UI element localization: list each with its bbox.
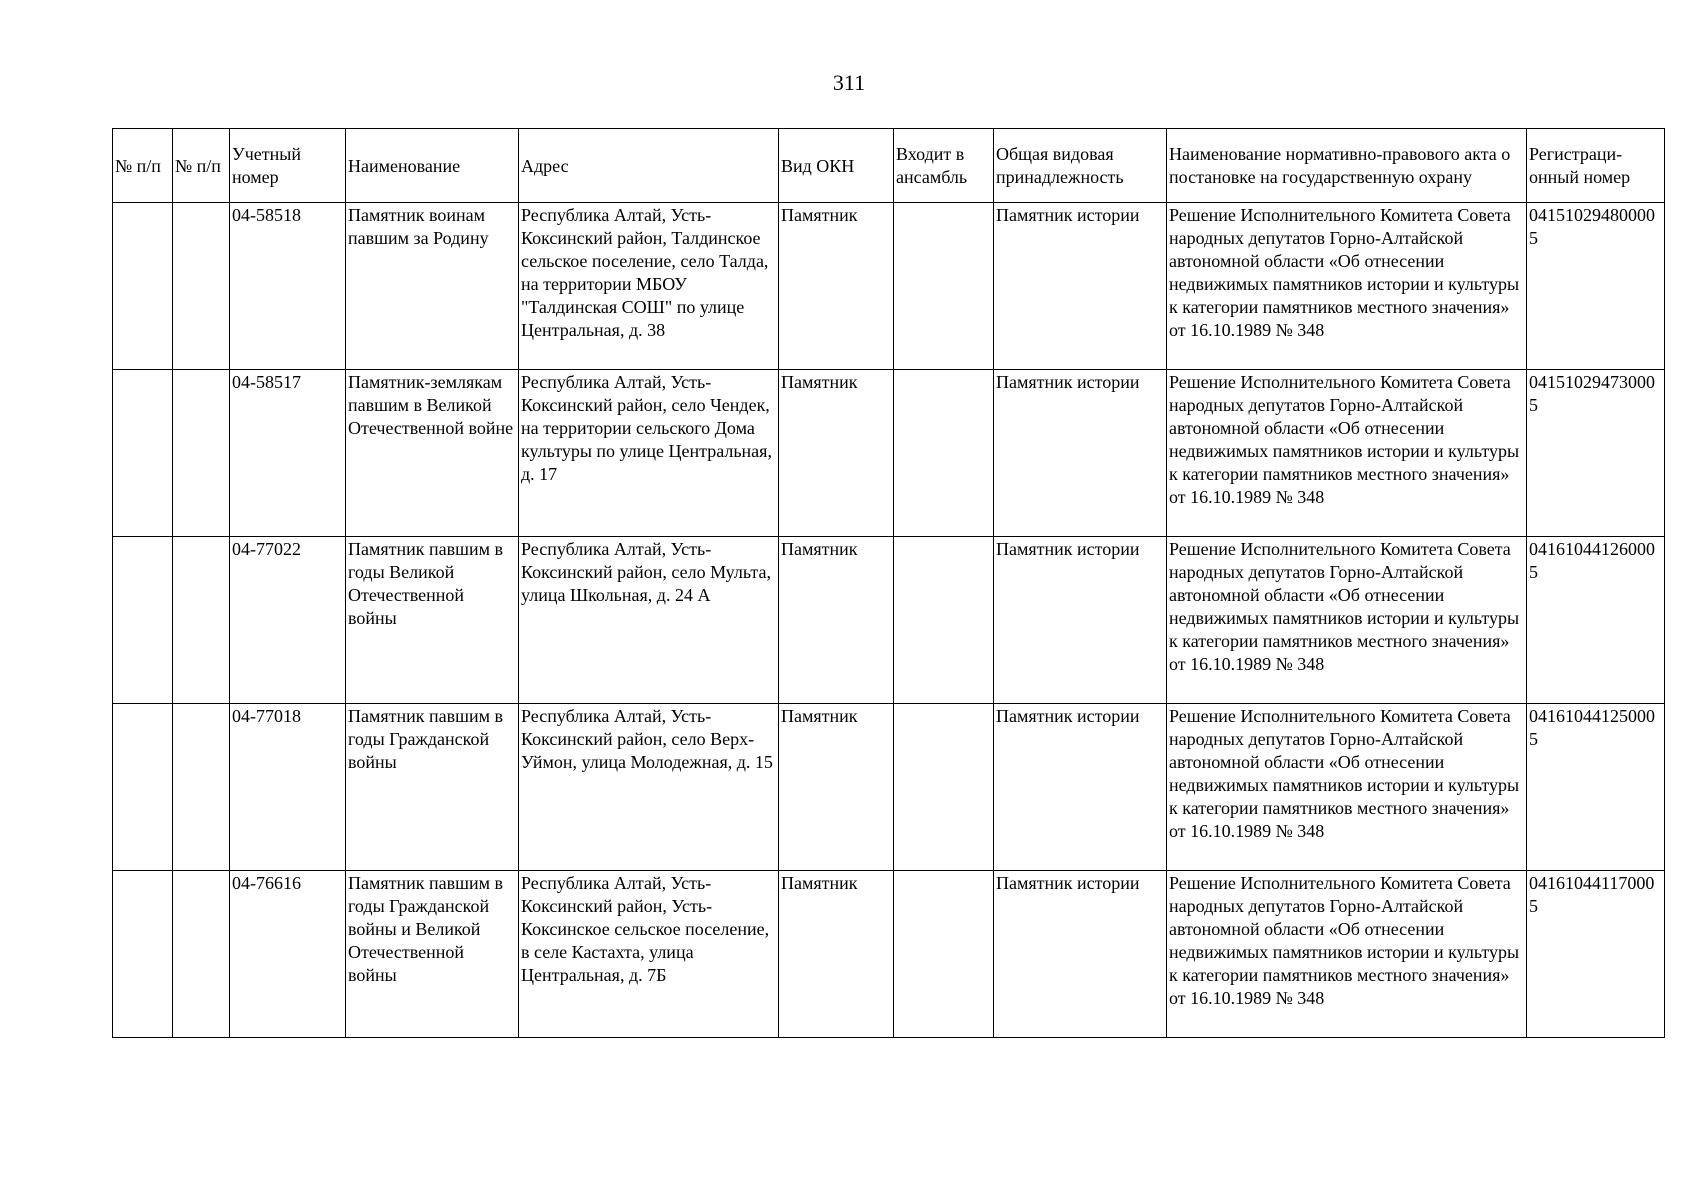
cell-num-1 bbox=[113, 537, 173, 704]
cell-act: Решение Исполнительного Комитета Совета народных депутатов Горно-Алтайской автономной области «Об отнесении недвижимых памятников истории и культуры к категории памятников местного значения» от 16.10.1989 № 348 bbox=[1167, 871, 1527, 1038]
cell-num-1 bbox=[113, 203, 173, 370]
cell-act: Решение Исполнительного Комитета Совета народных депутатов Горно-Алтайской автономной области «Об отнесении недвижимых памятников истории и культуры к категории памятников местного значения» от 16.10.1989 № 348 bbox=[1167, 203, 1527, 370]
cell-name: Памятник павшим в годы Гражданской войны и Великой Отечественной войны bbox=[346, 871, 519, 1038]
cell-act: Решение Исполнительного Комитета Совета народных депутатов Горно-Алтайской автономной области «Об отнесении недвижимых памятников истории и культуры к категории памятников местного значения» от 16.10.1989 № 348 bbox=[1167, 370, 1527, 537]
header-num-2: № п/п bbox=[173, 129, 230, 203]
cell-reg-number: 041610441170005 bbox=[1527, 871, 1665, 1038]
cell-name: Памятник-землякам павшим в Великой Отечественной войне bbox=[346, 370, 519, 537]
cell-num-2 bbox=[173, 370, 230, 537]
cell-category: Памятник истории bbox=[994, 704, 1167, 871]
cell-num-1 bbox=[113, 370, 173, 537]
cell-num-1 bbox=[113, 871, 173, 1038]
cell-account-number: 04-77018 bbox=[230, 704, 346, 871]
cell-category: Памятник истории bbox=[994, 370, 1167, 537]
cell-reg-number: 041610441250005 bbox=[1527, 704, 1665, 871]
cell-reg-number: 041510294800005 bbox=[1527, 203, 1665, 370]
cell-address: Республика Алтай, Усть-Коксинский район, Усть-Коксинское сельское поселение, в селе Кастахта, улица Центральная, д. 7Б bbox=[519, 871, 779, 1038]
cell-category: Памятник истории bbox=[994, 537, 1167, 704]
cell-name: Памятник воинам павшим за Родину bbox=[346, 203, 519, 370]
table-row bbox=[113, 871, 1665, 1038]
cell-num-2 bbox=[173, 704, 230, 871]
cell-address: Республика Алтай, Усть-Коксинский район, село Верх-Уймон, улица Молодежная, д. 15 bbox=[519, 704, 779, 871]
cell-account-number: 04-58517 bbox=[230, 370, 346, 537]
cell-ensemble bbox=[894, 203, 994, 370]
heritage-registry-table bbox=[112, 128, 1665, 1038]
cell-num-2 bbox=[173, 871, 230, 1038]
cell-reg-number: 041610441260005 bbox=[1527, 537, 1665, 704]
header-reg-number: Регистраци-онный номер bbox=[1527, 129, 1665, 203]
cell-act: Решение Исполнительного Комитета Совета народных депутатов Горно-Алтайской автономной области «Об отнесении недвижимых памятников истории и культуры к категории памятников местного значения» от 16.10.1989 № 348 bbox=[1167, 704, 1527, 871]
cell-num-1 bbox=[113, 704, 173, 871]
header-okn-type: Вид ОКН bbox=[779, 129, 894, 203]
cell-num-2 bbox=[173, 203, 230, 370]
cell-num-2 bbox=[173, 537, 230, 704]
header-category: Общая видовая принадлежность bbox=[994, 129, 1167, 203]
cell-category: Памятник истории bbox=[994, 203, 1167, 370]
table-header-row bbox=[113, 129, 1665, 203]
cell-reg-number: 041510294730005 bbox=[1527, 370, 1665, 537]
cell-address: Республика Алтай, Усть-Коксинский район, село Мульта, улица Школьная, д. 24 А bbox=[519, 537, 779, 704]
cell-account-number: 04-58518 bbox=[230, 203, 346, 370]
cell-act: Решение Исполнительного Комитета Совета народных депутатов Горно-Алтайской автономной области «Об отнесении недвижимых памятников истории и культуры к категории памятников местного значения» от 16.10.1989 № 348 bbox=[1167, 537, 1527, 704]
cell-name: Памятник павшим в годы Гражданской войны bbox=[346, 704, 519, 871]
cell-ensemble bbox=[894, 537, 994, 704]
cell-okn-type: Памятник bbox=[779, 203, 894, 370]
table-row bbox=[113, 370, 1665, 537]
header-ensemble: Входит в ансамбль bbox=[894, 129, 994, 203]
table-row bbox=[113, 537, 1665, 704]
cell-okn-type: Памятник bbox=[779, 704, 894, 871]
cell-ensemble bbox=[894, 704, 994, 871]
header-num-1: № п/п bbox=[113, 129, 173, 203]
header-account-number: Учетный номер bbox=[230, 129, 346, 203]
cell-ensemble bbox=[894, 370, 994, 537]
cell-name: Памятник павшим в годы Великой Отечественной войны bbox=[346, 537, 519, 704]
cell-ensemble bbox=[894, 871, 994, 1038]
cell-okn-type: Памятник bbox=[779, 871, 894, 1038]
header-address: Адрес bbox=[519, 129, 779, 203]
table-row bbox=[113, 704, 1665, 871]
cell-account-number: 04-76616 bbox=[230, 871, 346, 1038]
cell-address: Республика Алтай, Усть-Коксинский район, Талдинское сельское поселение, село Талда, на территории МБОУ "Талдинская СОШ" по улице Центральная, д. 38 bbox=[519, 203, 779, 370]
cell-address: Республика Алтай, Усть-Коксинский район, село Чендек, на территории сельского Дома культуры по улице Центральная, д. 17 bbox=[519, 370, 779, 537]
table-row bbox=[113, 203, 1665, 370]
cell-okn-type: Памятник bbox=[779, 537, 894, 704]
header-act: Наименование нормативно-правового акта о постановке на государственную охрану bbox=[1167, 129, 1527, 203]
cell-category: Памятник истории bbox=[994, 871, 1167, 1038]
cell-okn-type: Памятник bbox=[779, 370, 894, 537]
page-number: 311 bbox=[832, 70, 866, 95]
header-name: Наименование bbox=[346, 129, 519, 203]
cell-account-number: 04-77022 bbox=[230, 537, 346, 704]
